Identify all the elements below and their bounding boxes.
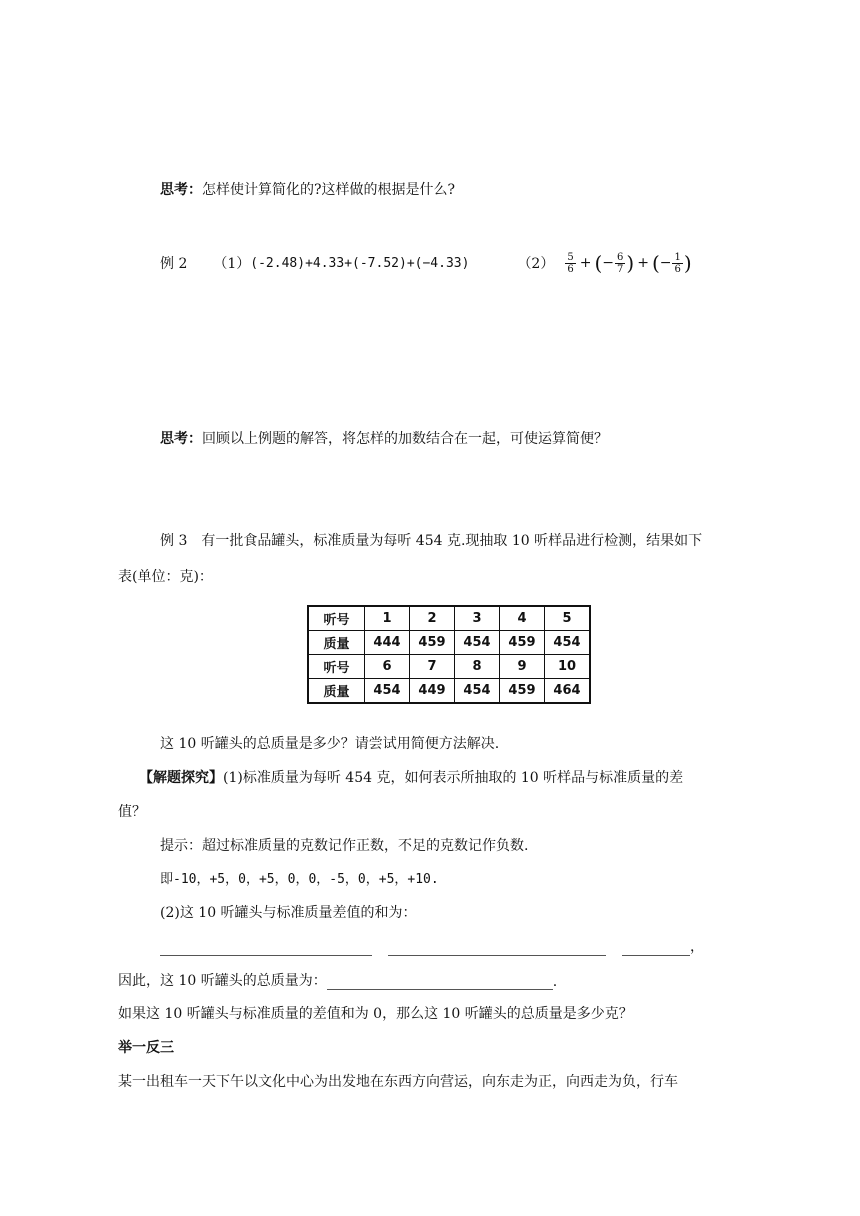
explore-text: (1)标准质量为每听 454 克，如何表示所抽取的 10 听样品与标准质量的差 bbox=[223, 770, 684, 786]
example-2-part-2-number: （2） bbox=[517, 256, 555, 272]
explore-label: 【解题探究】 bbox=[139, 770, 223, 786]
table-cell: 3 bbox=[455, 606, 500, 631]
example-3-line-1: 例 3 有一批食品罐头，标准质量为每听 454 克.现抽取 10 听样品进行检测，结果如下 bbox=[160, 533, 703, 549]
fraction-six-sevenths: $\frac{6}{7}$ bbox=[617, 251, 624, 275]
practice-heading: 举一反三 bbox=[118, 1040, 174, 1056]
table-cell: 9 bbox=[500, 655, 545, 679]
table-cell: 459 bbox=[500, 631, 545, 655]
answer-blanks bbox=[160, 936, 704, 956]
think-paragraph-1 bbox=[160, 179, 455, 199]
table-cell: 6 bbox=[365, 655, 410, 679]
plus-sign: + bbox=[579, 255, 592, 271]
think-paragraph-2 bbox=[160, 428, 608, 448]
close-paren: ) bbox=[626, 251, 635, 275]
table-cell: 454 bbox=[455, 631, 500, 655]
sample-weight-table bbox=[307, 605, 591, 704]
table-cell: 444 bbox=[365, 631, 410, 655]
table-row bbox=[308, 631, 590, 655]
table-cell: 10 bbox=[545, 655, 591, 679]
plus-sign: + bbox=[637, 255, 649, 271]
total-blank[interactable] bbox=[327, 975, 553, 990]
table-row bbox=[308, 606, 590, 631]
table-cell: 464 bbox=[545, 679, 591, 704]
example-2-part-2-expression bbox=[564, 251, 691, 275]
table-header-cell: 听号 bbox=[308, 606, 365, 631]
table-cell: 459 bbox=[410, 631, 455, 655]
table-cell: 5 bbox=[545, 606, 591, 631]
think-label: 思考： bbox=[160, 431, 202, 447]
table-header-cell: 质量 bbox=[308, 631, 365, 655]
minus-sign: − bbox=[659, 255, 672, 271]
table-cell: 454 bbox=[365, 679, 410, 704]
if-zero-question: 如果这 10 听罐头与标准质量的差值和为 0，那么这 10 听罐头的总质量是多少克？ bbox=[118, 1006, 633, 1022]
table-cell: 8 bbox=[455, 655, 500, 679]
open-paren: ( bbox=[651, 251, 660, 275]
table-cell: 454 bbox=[455, 679, 500, 704]
answer-blank-3[interactable] bbox=[622, 941, 690, 956]
comma: ， bbox=[690, 939, 704, 955]
table-cell: 4 bbox=[500, 606, 545, 631]
table-header-cell: 质量 bbox=[308, 679, 365, 704]
example-2 bbox=[160, 252, 692, 274]
question-text: 这 10 听罐头的总质量是多少？请尝试用简便方法解决. bbox=[160, 736, 500, 752]
table-cell: 449 bbox=[410, 679, 455, 704]
minus-sign: − bbox=[602, 255, 615, 271]
example-2-part-1-expression: (-2.48)+4.33+(-7.52)+(−4.33) bbox=[250, 255, 470, 271]
hint-text: 提示：超过标准质量的克数记作正数，不足的克数记作负数. bbox=[160, 838, 529, 854]
answer-blank-1[interactable] bbox=[160, 941, 372, 956]
answer-blank-2[interactable] bbox=[388, 941, 606, 956]
think-label: 思考： bbox=[160, 182, 202, 198]
taxi-problem-text: 某一出租车一天下午以文化中心为出发地在东西方向营运，向东走为正，向西走为负，行车 bbox=[118, 1074, 678, 1090]
fraction-five-sixths: $\frac{5}{6}$ bbox=[567, 251, 574, 275]
table-row bbox=[308, 655, 590, 679]
table-cell: 2 bbox=[410, 606, 455, 631]
open-paren: ( bbox=[594, 251, 603, 275]
think-text: 怎样使计算简化的?这样做的根据是什么? bbox=[202, 182, 456, 198]
table-cell: 459 bbox=[500, 679, 545, 704]
fraction-one-sixth: $\frac{1}{6}$ bbox=[674, 251, 681, 275]
example-3-line-2: 表(单位：克)： bbox=[118, 569, 213, 585]
total-line bbox=[118, 970, 557, 990]
table-row bbox=[308, 679, 590, 704]
explore-line-2: 值？ bbox=[118, 804, 146, 820]
think-text: 回顾以上例题的解答，将怎样的加数结合在一起，可使运算简便？ bbox=[202, 431, 608, 447]
table-cell: 7 bbox=[410, 655, 455, 679]
example-2-label: 例 2 bbox=[160, 256, 188, 272]
table-cell: 454 bbox=[545, 631, 591, 655]
example-2-part-1-number: （1） bbox=[213, 256, 251, 272]
difference-values: 即-10，+5，0，+5，0，0，-5，0，+5，+10. bbox=[160, 872, 439, 887]
total-text: 因此，这 10 听罐头的总质量为： bbox=[118, 973, 327, 989]
period: . bbox=[552, 974, 558, 990]
table-cell: 1 bbox=[365, 606, 410, 631]
close-paren: ) bbox=[683, 251, 692, 275]
explore-line-1 bbox=[139, 767, 683, 787]
table-header-cell: 听号 bbox=[308, 655, 365, 679]
part-2-text: (2)这 10 听罐头与标准质量差值的和为： bbox=[160, 905, 417, 921]
